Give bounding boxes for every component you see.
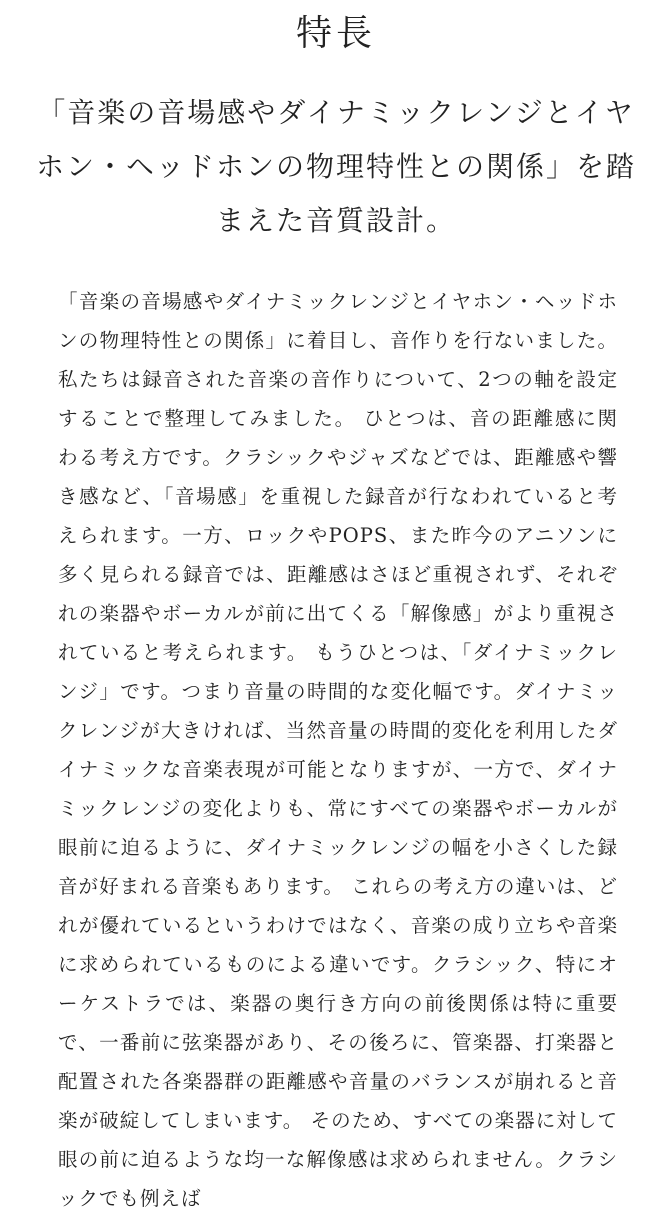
section-title: 特長: [295, 13, 376, 54]
feature-headline: 「音楽の音場感やダイナミックレンジとイヤホン・ヘッドホンの物理特性との関係」を踏まえた音質設計。: [35, 96, 636, 237]
feature-body-text: 「音楽の音場感やダイナミックレンジとイヤホン・ヘッドホンの物理特性との関係」に着目し、音作りを行ないました。私たちは録音された音楽の音作りについて、2つの軸を設定することで整理してみました。 ひとつは、音の距離感に関わる考え方です。クラシックやジャズなどでは、距離感や響き感など、「音場感」を重視した録音が行なわれていると考えられます。一方、ロックやPOPS、また昨今のアニソンに多く見られる録音では、距離感はさほど重視されず、それぞれの楽器やボーカルが前に出てくる「解像感」がより重視されていると考えられます。 もうひとつは、「ダイナミックレンジ」です。つまり音量の時間的な変化幅です。ダイナミックレンジが大きければ、当然音量の時間的変化を利用したダイナミックな音楽表現が可能となりますが、一方で、ダイナミックレンジの変化よりも、常にすべての楽器やボーカルが眼前に迫るように、ダイナミックレンジの幅を小さくした録音が好まれる音楽もあります。 これらの考え方の違いは、どれが優れているというわけではなく、音楽の成り立ちや音楽に求められているものによる違いです。クラシック、特にオーケストラでは、楽器の奥行き方向の前後関係は特に重要で、一番前に弦楽器があり、その後ろに、管楽器、打楽器と配置された各楽器群の距離感や音量のバランスが崩れると音楽が破綻してしまいます。 そのため、すべての楽器に対して眼の前に迫るような均一な解像感は求められません。クラシックでも例えば: [58, 290, 618, 1210]
